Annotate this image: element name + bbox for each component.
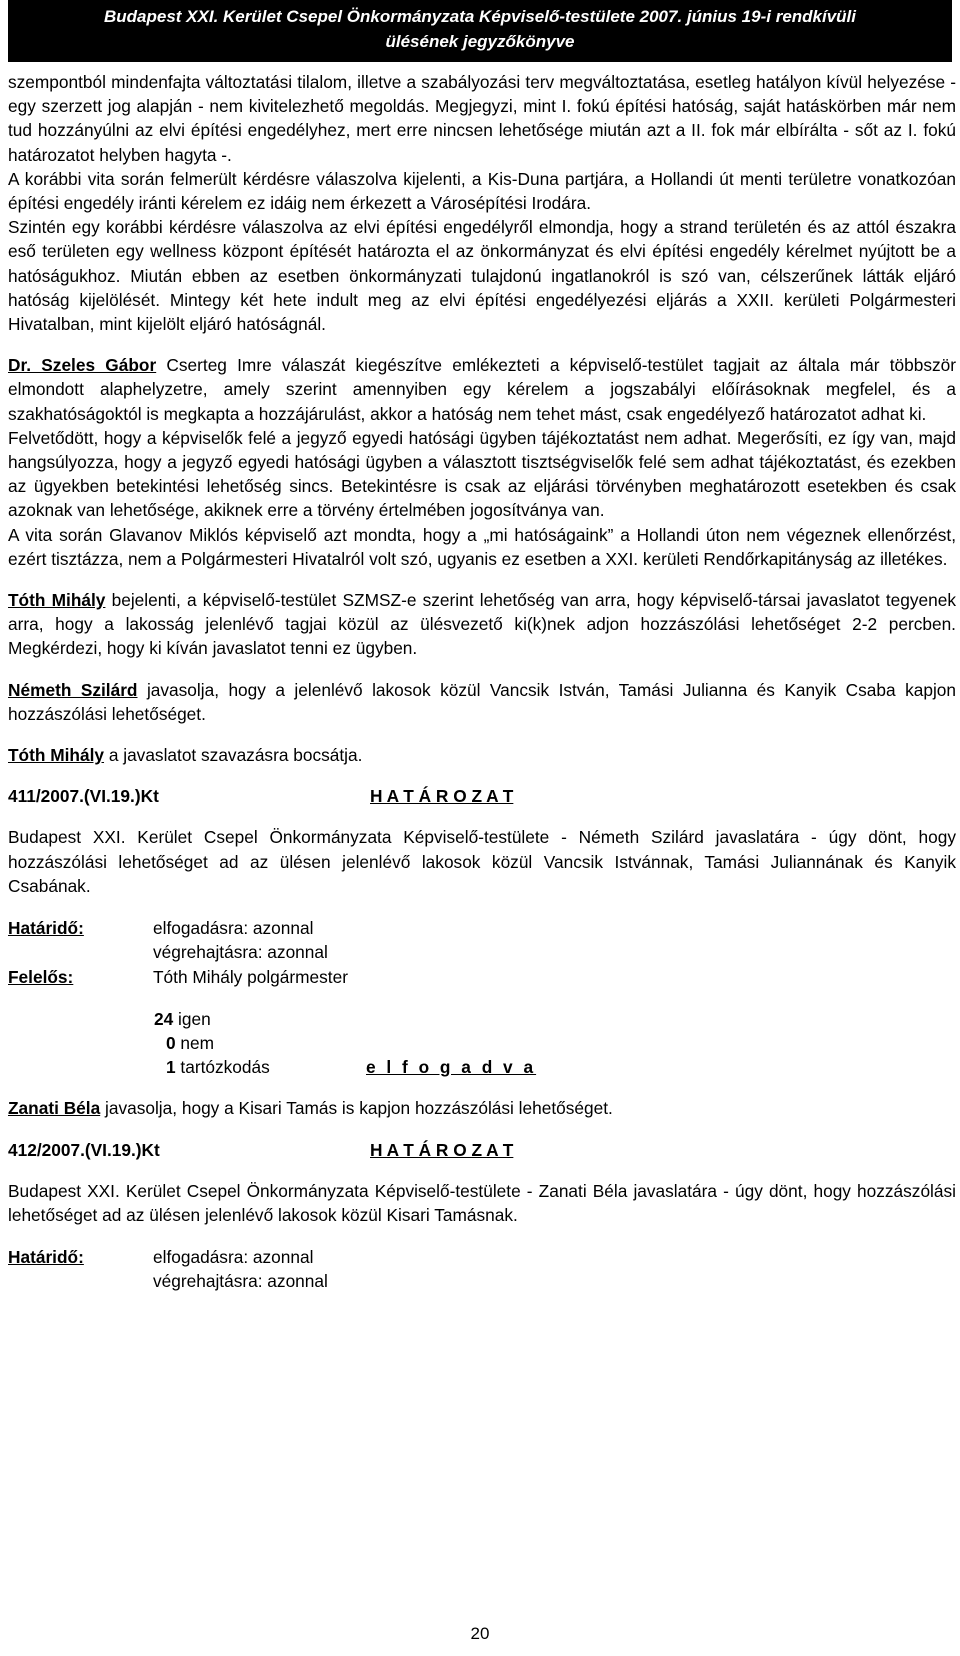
deadline-value: elfogadásra: azonnal	[153, 1247, 314, 1268]
paragraph: A vita során Glavanov Miklós képviselő azt mondta, hogy a „mi hatóságaink” a Hollandi úton nem végeznek ellenőrzést, ezért tisztázza, nem a Polgármesteri Hivatalról volt szó, ugyanis ez esetben a XXI. kerületi Rendőrkapitányság az illetékes.	[8, 524, 956, 569]
speaker-name: Dr. Szeles Gábor	[8, 355, 157, 376]
speaker-name: Zanati Béla	[8, 1098, 101, 1119]
resolution-title: H A T Á R O Z A T	[370, 786, 514, 807]
paragraph	[8, 743, 956, 767]
paragraph-text: bejelenti, a képviselő-testület SZMSZ-e szerint lehetőség van arra, hogy képviselő-társai javaslatot tegyenek arra, hogy a lakosság jelenlévő tagjai közül az ülésvezető ki(k)nek adjon hozzászólási lehetőséget 2-2 percben. Megkérdezi, hogy ki kíván javaslatot tenni ez ügyben.	[8, 590, 956, 659]
vote-no-count: 0	[166, 1032, 176, 1053]
paragraph	[8, 678, 956, 726]
deadline-label: Határidő:	[8, 918, 84, 939]
paragraph: Felvetődött, hogy a képviselők felé a jegyző egyedi hatósági ügyben tájékoztatást nem adhat. Megerősíti, ez így van, majd hangsúlyozza, hogy a jegyző egyedi hatósági ügyben a választott tisztségviselők felé sem adhat tájékoztatást, és ezekben az ügyekben betekintési lehetőség sincs. Betekintésre is csak az eljárási törvényben meghatározott esetekben és csak azoknak van lehetősége, akiknek erre a törvény értelmében jogosítványa van.	[8, 427, 956, 521]
deadline-block	[8, 1245, 956, 1293]
paragraph: A korábbi vita során felmerült kérdésre válaszolva kijelenti, a Kis-Duna partjára, a Hollandi út menti területre vonatkozóan építési engedély iránti kérelem ez idáig nem érkezett a Városépítési Irodára.	[8, 168, 956, 214]
resolution-text: Budapest XXI. Kerület Csepel Önkormányzata Képviselő-testülete - Németh Szilárd javaslatára - úgy dönt, hogy hozzászólási lehetőséget ad az ülésen jelenlévő lakosok közül Vancsik Istvánnak, Tamási Juliannának és Kanyik Csabának.	[8, 827, 956, 896]
document-body	[8, 70, 956, 1294]
resolution-heading	[8, 784, 956, 808]
responsible-label: Felelős:	[8, 966, 74, 987]
speaker-name: Németh Szilárd	[8, 679, 138, 700]
resolution-number: 411/2007.(VI.19.)Kt	[8, 786, 159, 807]
vote-result: e l f o g a d v a	[366, 1057, 537, 1078]
vote-abstain-count: 1	[166, 1057, 176, 1078]
resolution-number: 412/2007.(VI.19.)Kt	[8, 1139, 160, 1160]
paragraph	[8, 1096, 956, 1120]
speaker-name: Tóth Mihály	[8, 745, 105, 766]
vote-yes-label: igen	[173, 1008, 211, 1029]
speaker-name: Tóth Mihály	[8, 590, 106, 611]
vote-abstain-label: tartózkodás	[175, 1057, 270, 1078]
paragraph-text: a javaslatot szavazásra bocsátja.	[104, 745, 363, 766]
resolution-title: H A T Á R O Z A T	[370, 1139, 514, 1160]
paragraph-text: javasolja, hogy a Kisari Tamás is kapjon hozzászólási lehetőséget.	[100, 1098, 613, 1119]
page-header	[8, 0, 952, 62]
paragraph: szempontból mindenfajta változtatási tilalom, illetve a szabályozási terv megváltoztatása, esetleg hatályon kívül helyezése - egy szerzett jog alapján - nem kivitelezhető megoldás. Megjegyzi, mint I. fokú építési hatóság, saját hatáskörben már nem tud hozzányúlni az elvi építési engedélyhez, mert erre nincsen lehetősége miután azt a II. fok már elbírálta - sőt az I. fokú határozatot helyben hagyta -.	[8, 72, 956, 165]
paragraph	[8, 353, 956, 426]
vote-no-label: nem	[175, 1032, 215, 1053]
deadline-label: Határidő:	[8, 1247, 84, 1268]
resolution-text: Budapest XXI. Kerület Csepel Önkormányzata Képviselő-testülete - Zanati Béla javaslatára - úgy dönt, hogy hozzászólási lehetőséget ad az ülésen jelenlévő lakosok közül Kisari Tamásnak.	[8, 1180, 956, 1225]
paragraph: Szintén egy korábbi kérdésre válaszolva az elvi építési engedélyről elmondja, hogy a strand területén és az attól északra eső területen egy wellness központ építését határozta el az önkormányzat és elvi építési engedély kérelmet nyújtott be a hatóságukhoz. Miután ebben az esetben önkormányzati tulajdonú ingatlanokról is szó van, célszerűnek látták eljáró hatóság kijelölését. Mintegy két hete indult meg az elvi építési engedélyezési eljárás a XXII. kerületi Polgármesteri Hivatalban, mint kijelölt eljáró hatóságnál.	[8, 217, 956, 335]
paragraph-text: javasolja, hogy a jelenlévő lakosok közül Vancsik István, Tamási Julianna és Kanyik Csaba kapjon hozzászólási lehetőséget.	[8, 679, 956, 724]
vote-yes-count: 24	[154, 1008, 174, 1029]
paragraph-text: Cserteg Imre válaszát kiegészítve emlékezteti a képviselő-testület tagjait az általa már többször elmondott alaphelyzetre, amely szerint amennyiben egy kérelem a jogszabályi előírásoknak megfelel, és a szakhatóságoktól is megkapta a hozzájárulást, akkor a hatóság nem tehet mást, csak engedélyező határozatot adhat ki.	[8, 355, 956, 424]
responsible-value: Tóth Mihály polgármester	[153, 966, 348, 987]
header-line-1: Budapest XXI. Kerület Csepel Önkormányzata Képviselő-testülete 2007. június 19-i rendkívüli	[103, 7, 857, 26]
deadline-value: végrehajtásra: azonnal	[153, 1271, 328, 1292]
paragraph	[8, 588, 956, 661]
page-number: 20	[470, 1624, 490, 1643]
deadline-block	[8, 916, 956, 989]
resolution-heading	[8, 1138, 956, 1162]
deadline-value: elfogadásra: azonnal	[153, 918, 314, 939]
header-line-2: ülésének jegyzőkönyve	[385, 32, 575, 51]
deadline-value: végrehajtásra: azonnal	[153, 942, 328, 963]
vote-block	[8, 1007, 956, 1080]
